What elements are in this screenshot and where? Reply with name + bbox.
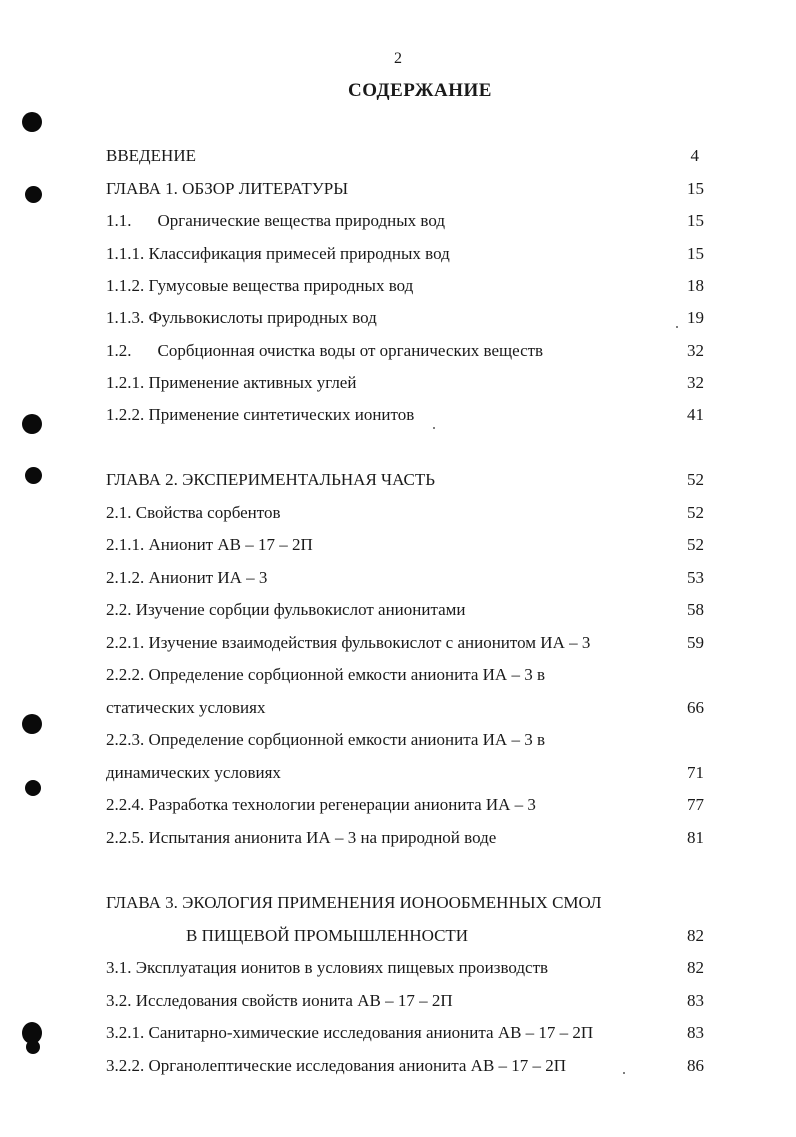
toc-label: 2.2.4. Разработка технологии регенерации анионита ИА – 3	[106, 795, 536, 814]
toc-page: 81	[687, 828, 704, 847]
toc-page: 19	[687, 308, 704, 327]
toc-label: 1.1.1. Классификация примесей природных вод	[106, 244, 450, 263]
toc-page: 41	[687, 405, 704, 424]
toc-label: 2.1.2. Анионит ИА – 3	[106, 568, 268, 587]
toc-page: 83	[687, 1023, 704, 1042]
toc-entry-chapter-3[interactable]	[106, 893, 602, 913]
toc-label: 3.2.1. Санитарно-химические исследования анионита АВ – 17 – 2П	[106, 1023, 594, 1042]
toc-entry-2-1-2[interactable]	[106, 568, 267, 588]
toc-entry-1-2-1[interactable]	[106, 373, 356, 393]
toc-page: 18	[687, 276, 704, 295]
toc-entry-3-2-1[interactable]	[106, 1023, 593, 1043]
toc-entry-1-1[interactable]	[106, 211, 445, 231]
toc-entry-2-2[interactable]	[106, 600, 466, 620]
toc-entry-3-2[interactable]	[106, 991, 453, 1011]
toc-page: 82	[687, 926, 704, 945]
toc-entry-3-1[interactable]	[106, 958, 548, 978]
toc-entry-2-2-4[interactable]	[106, 795, 536, 815]
page-number: 2	[394, 50, 402, 67]
scan-speck	[623, 1072, 625, 1074]
toc-entry-introduction[interactable]	[106, 146, 196, 166]
toc-page: 32	[687, 373, 704, 392]
toc-entry-1-2-2[interactable]	[106, 405, 414, 425]
toc-label: 2.2.1. Изучение взаимодействия фульвокислот с анионитом ИА – 3	[106, 633, 591, 652]
toc-page: 66	[687, 698, 704, 717]
toc-page: 59	[687, 633, 704, 652]
toc-label: 3.1. Эксплуатация ионитов в условиях пищевых производств	[106, 958, 549, 977]
toc-label: ГЛАВА 2. ЭКСПЕРИМЕНТАЛЬНАЯ ЧАСТЬ	[106, 470, 436, 489]
toc-entry-1-1-1[interactable]	[106, 244, 450, 264]
toc-label: 1.2.1. Применение активных углей	[106, 373, 357, 392]
toc-label: 2.2.2. Определение сорбционной емкости анионита ИА – 3 в	[106, 665, 545, 684]
toc-entry-2-2-5[interactable]	[106, 828, 496, 848]
toc-page: 71	[687, 763, 704, 782]
toc-entry-2-2-2[interactable]	[106, 665, 545, 685]
punch-hole-mark	[22, 112, 42, 132]
toc-page: 52	[687, 470, 704, 489]
toc-label: ГЛАВА 1. ОБЗОР ЛИТЕРАТУРЫ	[106, 179, 349, 198]
toc-entry-3-2-2[interactable]	[106, 1056, 566, 1076]
toc-label-continued: статических условиях	[106, 698, 266, 717]
toc-entry-2-2-3[interactable]	[106, 730, 545, 750]
toc-page: 82	[687, 958, 704, 977]
toc-label: 2.2.3. Определение сорбционной емкости анионита ИА – 3 в	[106, 730, 545, 749]
toc-page: 32	[687, 341, 704, 360]
toc-section-number: 1.2.	[106, 341, 132, 360]
toc-page: 58	[687, 600, 704, 619]
toc-label: 3.2.2. Органолептические исследования анионита АВ – 17 – 2П	[106, 1056, 567, 1075]
toc-entry-1-1-3[interactable]	[106, 308, 377, 328]
punch-hole-mark	[25, 780, 41, 796]
toc-label: ГЛАВА 3. ЭКОЛОГИЯ ПРИМЕНЕНИЯ ИОНООБМЕННЫХ СМОЛ	[106, 893, 602, 912]
toc-page: 52	[687, 535, 704, 554]
toc-label-continued: В ПИЩЕВОЙ ПРОМЫШЛЕННОСТИ	[186, 926, 469, 945]
toc-page: 77	[687, 795, 704, 814]
toc-label: 2.2.5. Испытания анионита ИА – 3 на природной воде	[106, 828, 497, 847]
toc-entry-1-1-2[interactable]	[106, 276, 413, 296]
toc-section-number: 1.1.	[106, 211, 132, 230]
scan-speck	[433, 427, 435, 429]
punch-hole-mark	[26, 1040, 40, 1054]
toc-label-continued: динамических условиях	[106, 763, 281, 782]
toc-label: 2.1.1. Анионит АВ – 17 – 2П	[106, 535, 313, 554]
toc-page: 52	[687, 503, 704, 522]
toc-page: 86	[687, 1056, 704, 1075]
toc-entry-1-2[interactable]	[106, 341, 543, 361]
page-title: СОДЕРЖАНИЕ	[348, 80, 492, 101]
toc-entry-chapter-2[interactable]	[106, 470, 435, 490]
toc-entry-2-2-2-continued[interactable]	[106, 698, 265, 718]
punch-hole-mark	[25, 467, 42, 484]
toc-entry-2-1-1[interactable]	[106, 535, 313, 555]
toc-page: 53	[687, 568, 704, 587]
toc-label: Органические вещества природных вод	[157, 211, 446, 230]
toc-label: Сорбционная очистка воды от органических веществ	[157, 341, 544, 360]
toc-entry-2-1[interactable]	[106, 503, 281, 523]
punch-hole-mark	[22, 414, 42, 434]
toc-label: 2.1. Свойства сорбентов	[106, 503, 281, 522]
toc-label: 3.2. Исследования свойств ионита АВ – 17 – 2П	[106, 991, 453, 1010]
scan-speck	[676, 326, 678, 328]
toc-page: 15	[687, 179, 704, 198]
toc-page: 15	[687, 244, 704, 263]
toc-page: 4	[690, 146, 699, 165]
toc-label: 2.2. Изучение сорбции фульвокислот анионитами	[106, 600, 466, 619]
toc-entry-2-2-1[interactable]	[106, 633, 590, 653]
toc-entry-chapter-3-continued[interactable]	[186, 926, 468, 946]
toc-entry-2-2-3-continued[interactable]	[106, 763, 281, 783]
punch-hole-mark	[22, 714, 42, 734]
punch-hole-mark	[25, 186, 42, 203]
toc-label: 1.1.2. Гумусовые вещества природных вод	[106, 276, 414, 295]
toc-page: 83	[687, 991, 704, 1010]
toc-label: 1.2.2. Применение синтетических ионитов	[106, 405, 415, 424]
toc-label: 1.1.3. Фульвокислоты природных вод	[106, 308, 377, 327]
toc-label: ВВЕДЕНИЕ	[106, 146, 196, 165]
toc-page: 15	[687, 211, 704, 230]
toc-entry-chapter-1[interactable]	[106, 179, 348, 199]
